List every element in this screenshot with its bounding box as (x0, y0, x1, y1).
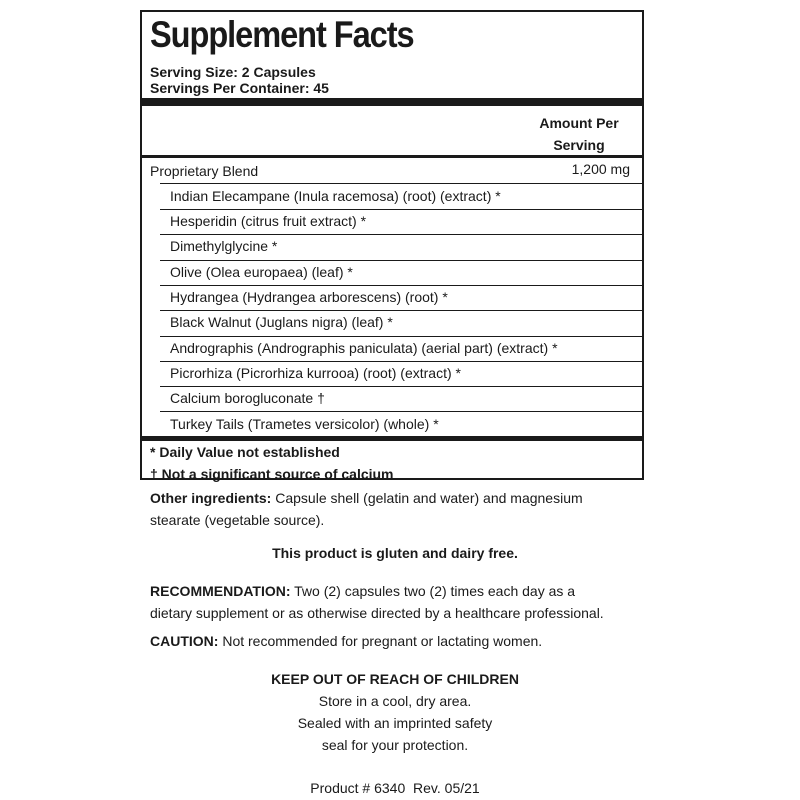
caution-label: CAUTION: (150, 633, 219, 649)
row-divider (160, 336, 642, 337)
ingredient-row: Andrographis (Andrographis paniculata) (aerial part) (extract) * (170, 340, 558, 356)
row-divider (160, 386, 642, 387)
ingredient-row: Turkey Tails (Trametes versicolor) (whole) * (170, 416, 439, 432)
ingredient-row: Dimethylglycine * (170, 238, 278, 254)
amount-header-line2: Serving (553, 137, 605, 153)
footnote-daily-value: * Daily Value not established (150, 444, 340, 460)
other-ingredients-label: Other ingredients: (150, 490, 272, 506)
product-number-revision: Product # 6340 Rev. 05/21 (310, 780, 480, 796)
row-divider (160, 411, 642, 412)
recommendation-text-line2: dietary supplement or as otherwise directed by a healthcare professional. (150, 605, 604, 621)
servings-per-container: Servings Per Container: 45 (150, 80, 329, 96)
ingredient-row: Picrorhiza (Picrorhiza kurrooa) (root) (extract) * (170, 365, 461, 381)
ingredient-row: Olive (Olea europaea) (leaf) * (170, 264, 353, 280)
storage-block (195, 668, 595, 756)
ingredient-row: Hydrangea (Hydrangea arborescens) (root) * (170, 289, 448, 305)
footnote-calcium: † Not a significant source of calcium (150, 466, 394, 482)
recommendation-label: RECOMMENDATION: (150, 583, 291, 599)
row-divider (160, 285, 642, 286)
row-divider (160, 310, 642, 311)
row-divider (160, 209, 642, 210)
row-divider (160, 183, 642, 184)
supplement-facts-panel (140, 10, 644, 480)
other-ingredients-text-line1: Capsule shell (gelatin and water) and magnesium (271, 490, 583, 506)
storage-line3: seal for your protection. (321, 737, 469, 753)
thick-divider (142, 98, 642, 106)
caution-text: Not recommended for pregnant or lactating women. (218, 633, 543, 649)
recommendation-text-line1: Two (2) capsules two (2) times each day as a (290, 583, 576, 599)
keep-out-of-reach-heading: KEEP OUT OF REACH OF CHILDREN (271, 671, 519, 687)
storage-line1: Store in a cool, dry area. (318, 693, 472, 709)
blend-amount: 1,200 mg (571, 161, 630, 177)
amount-per-serving-header (524, 112, 634, 156)
gluten-dairy-statement: This product is gluten and dairy free. (272, 545, 518, 561)
ingredient-row: Hesperidin (citrus fruit extract) * (170, 213, 367, 229)
other-ingredients-text-line2: stearate (vegetable source). (150, 512, 325, 528)
amount-header-line1: Amount Per (539, 115, 619, 131)
storage-line2: Sealed with an imprinted safety (297, 715, 493, 731)
other-ingredients (150, 487, 640, 531)
ingredient-row: Black Walnut (Juglans nigra) (leaf) * (170, 314, 393, 330)
header-divider (142, 155, 642, 158)
blend-name: Proprietary Blend (150, 163, 259, 179)
row-divider (160, 260, 642, 261)
row-divider (160, 234, 642, 235)
caution (150, 630, 542, 652)
panel-title: Supplement Facts (150, 14, 414, 55)
bottom-divider (142, 436, 642, 441)
recommendation (150, 580, 670, 624)
row-divider (160, 361, 642, 362)
ingredient-row: Indian Elecampane (Inula racemosa) (root) (extract) * (170, 188, 501, 204)
serving-size: Serving Size: 2 Capsules (150, 64, 316, 80)
ingredient-row: Calcium borogluconate † (170, 390, 325, 406)
